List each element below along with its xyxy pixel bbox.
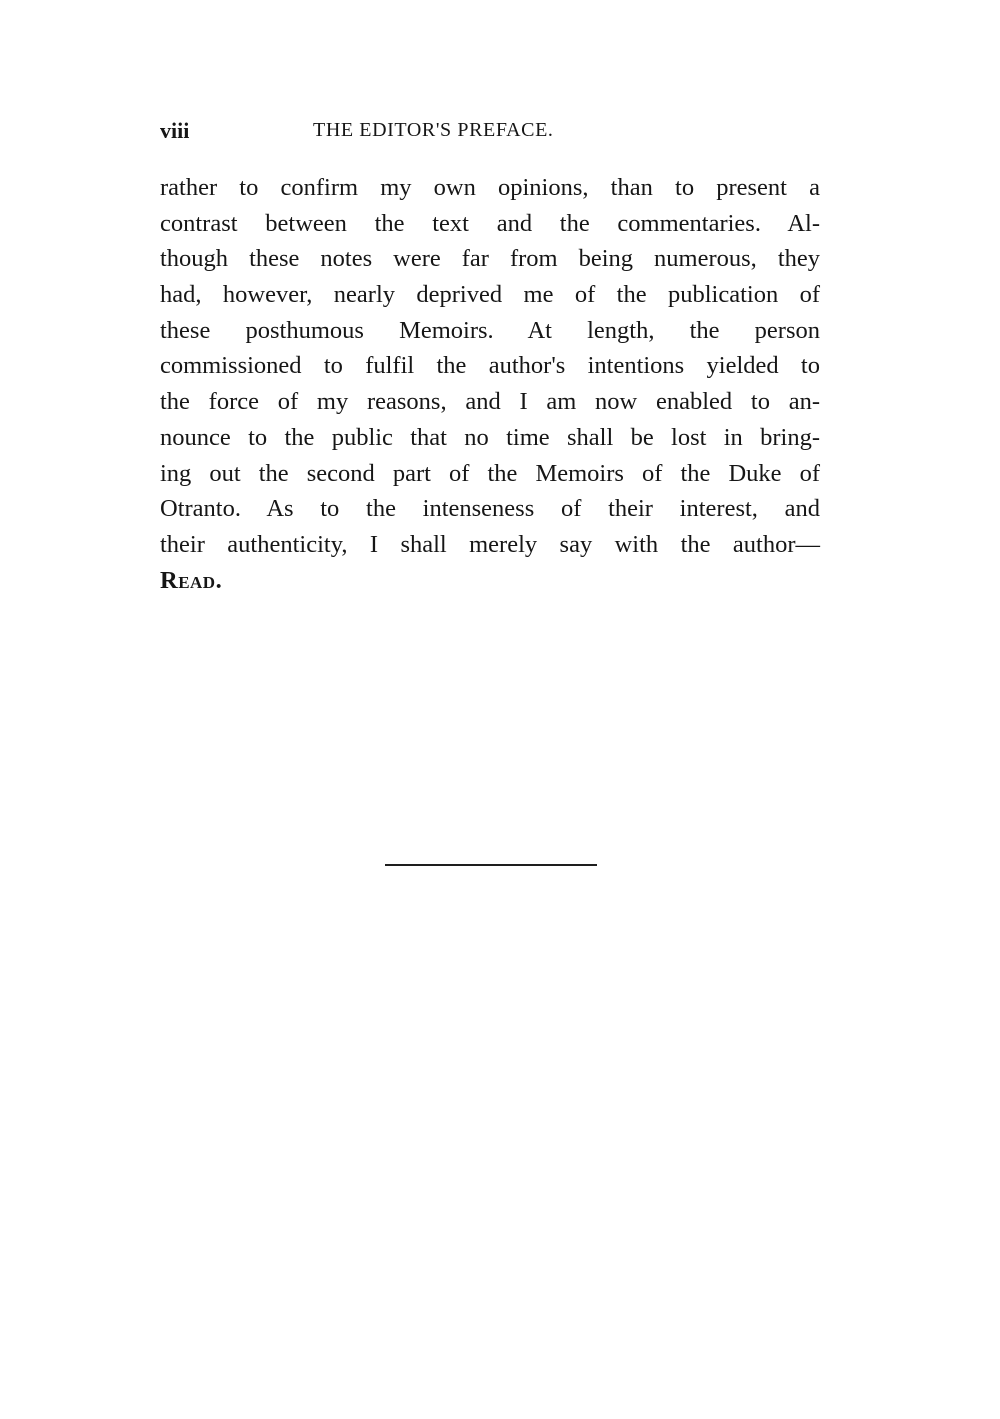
- text-line: rather to confirm my own opinions, than to present a: [160, 174, 820, 201]
- text-line: ing out the second part of the Memoirs of the Duke of: [160, 459, 820, 487]
- closing-word: Read.: [160, 566, 223, 594]
- running-head: [160, 118, 820, 148]
- text-line: Otranto. As to the intenseness of their interest, and: [160, 495, 820, 523]
- preface-body-text: [160, 170, 820, 598]
- text-line: had, however, nearly deprived me of the publication of: [160, 281, 820, 309]
- text-line: though these notes were far from being numerous, they: [160, 245, 820, 273]
- text-line: the force of my reasons, and I am now enabled to an-: [160, 388, 820, 416]
- closing-line: [160, 563, 820, 599]
- text-line: their authenticity, I shall merely say with the author—: [160, 530, 820, 558]
- running-head-title: THE EDITOR'S PREFACE.: [313, 119, 554, 141]
- text-line: commissioned to fulfil the author's intentions yielded to: [160, 352, 820, 380]
- text-line: these posthumous Memoirs. At length, the person: [160, 316, 820, 344]
- section-end-rule: [385, 864, 597, 866]
- text-line: nounce to the public that no time shall be lost in bring-: [160, 423, 820, 451]
- page-number: viii: [160, 118, 190, 143]
- text-line: contrast between the text and the commentaries. Al-: [160, 209, 820, 237]
